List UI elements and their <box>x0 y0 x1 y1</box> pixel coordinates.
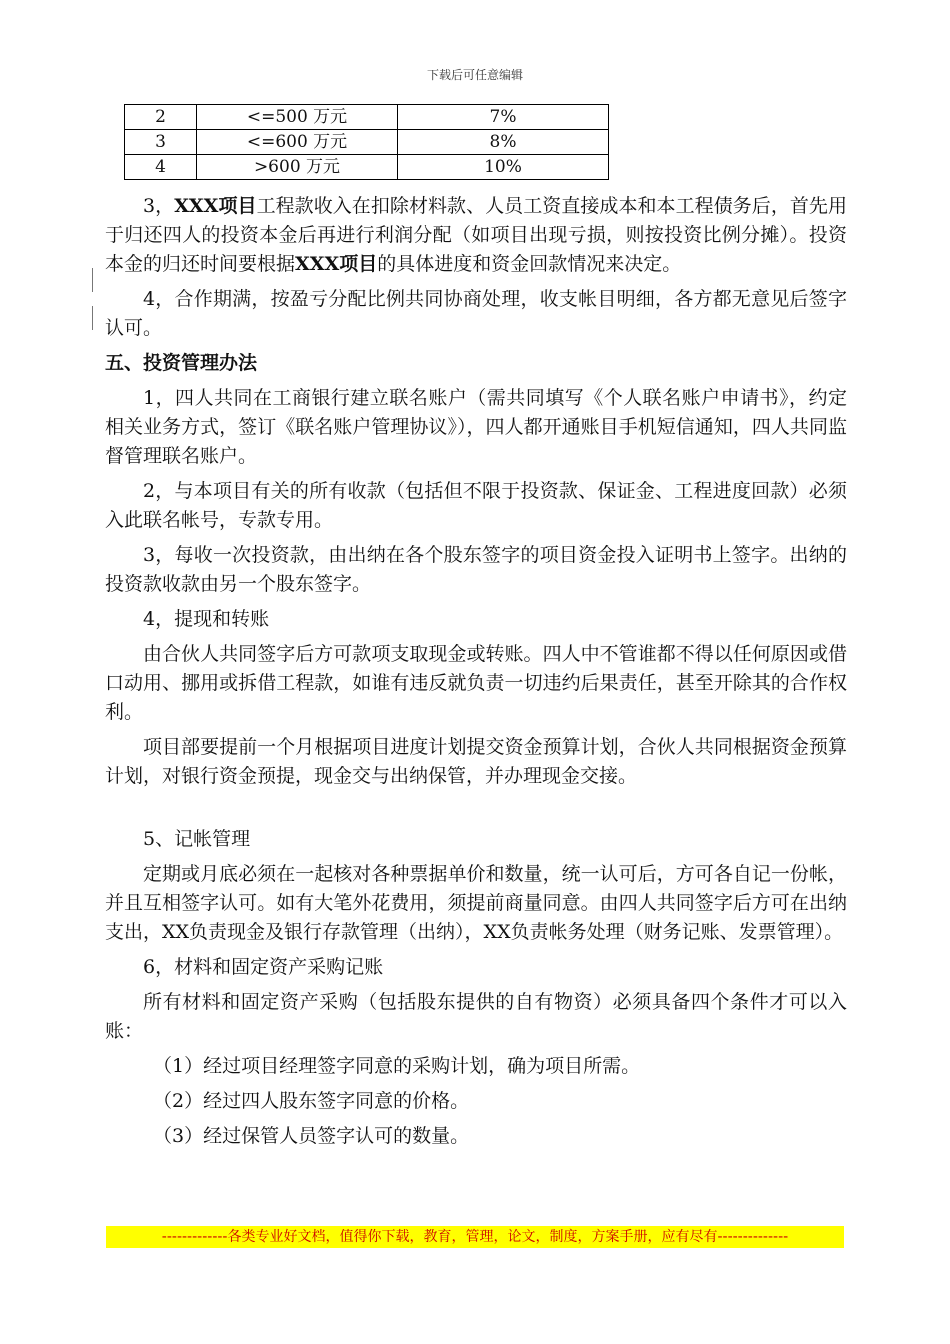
table-cell-range: <=600 万元 <box>197 130 398 155</box>
subheading: 6，材料和固定资产采购记账 <box>143 956 384 978</box>
list-item: （2）经过四人股东签字同意的价格。 <box>153 1090 470 1112</box>
table-row <box>125 130 609 155</box>
page-header: 下载后可任意编辑 <box>426 68 523 82</box>
paragraph: 3，每收一次投资款，由出纳在各个股东签字的项目资金投入证明书上签字。出纳的投资款收款由另一个股东签字。 <box>105 544 847 595</box>
table-cell-range: >600 万元 <box>197 155 398 180</box>
footer-banner: -------------各类专业好文档，值得你下载，教育，管理，论文，制度，方案手册，应有尽有-------------- <box>106 1226 844 1248</box>
paragraph: 由合伙人共同签字后方可款项支取现金或转账。四人中不管谁都不得以任何原因或借口动用、挪用或拆借工程款，如谁有违反就负责一切违约后果责任，甚至开除其的合作权利。 <box>105 643 847 723</box>
paragraph: 2，与本项目有关的所有收款（包括但不限于投资款、保证金、工程进度回款）必须入此联名帐号，专款专用。 <box>105 480 847 531</box>
table-cell-no: 4 <box>125 155 197 180</box>
table-row <box>125 105 609 130</box>
paragraph-profit-distribution: 3，XXX项目工程款收入在扣除材料款、人员工资直接成本和本工程债务后，首先用于归还四人的投资本金后再进行利润分配（如项目出现亏损，则按投资比例分摊）。投资本金的归还时间要根据XXX项目的具体进度和资金回款情况来决定。 <box>105 195 847 275</box>
paragraph: 项目部要提前一个月根据项目进度计划提交资金预算计划，合伙人共同根据资金预算计划，对银行资金预提，现金交与出纳保管，并办理现金交接。 <box>105 736 847 787</box>
document-body <box>105 192 847 1157</box>
table-row <box>125 155 609 180</box>
section-heading: 五、投资管理办法 <box>105 352 258 374</box>
revision-mark <box>92 268 93 292</box>
table-cell-rate: 7% <box>398 105 609 130</box>
project-name: XXX项目 <box>295 253 378 275</box>
table-cell-no: 3 <box>125 130 197 155</box>
subheading: 5、记帐管理 <box>143 828 251 850</box>
paragraph: 定期或月底必须在一起核对各种票据单价和数量，统一认可后，方可各自记一份帐，并且互相签字认可。如有大笔外花费用，须提前商量同意。由四人共同签字后方可在出纳支出，XX负责现金及银行存款管理（出纳），XX负责帐务处理（财务记账、发票管理）。 <box>105 863 847 943</box>
list-item: （1）经过项目经理签字同意的采购计划，确为项目所需。 <box>153 1055 641 1077</box>
list-item: （3）经过保管人员签字认可的数量。 <box>153 1125 470 1147</box>
project-name: XXX项目 <box>174 195 257 217</box>
revision-mark <box>92 306 93 330</box>
table-cell-rate: 10% <box>398 155 609 180</box>
paragraph: 所有材料和固定资产采购（包括股东提供的自有物资）必须具备四个条件才可以入账： <box>105 991 847 1042</box>
rate-table <box>124 104 609 180</box>
spacer <box>105 797 847 825</box>
paragraph-term-expiry: 4，合作期满，按盈亏分配比例共同协商处理，收支帐目明细，各方都无意见后签字认可。 <box>105 288 847 339</box>
subheading: 4，提现和转账 <box>143 608 270 630</box>
table-cell-no: 2 <box>125 105 197 130</box>
paragraph: 1，四人共同在工商银行建立联名账户（需共同填写《个人联名账户申请书》，约定相关业务方式，签订《联名账户管理协议》），四人都开通账目手机短信通知，四人共同监督管理联名账户。 <box>105 387 847 467</box>
table-cell-rate: 8% <box>398 130 609 155</box>
table-cell-range: <=500 万元 <box>197 105 398 130</box>
